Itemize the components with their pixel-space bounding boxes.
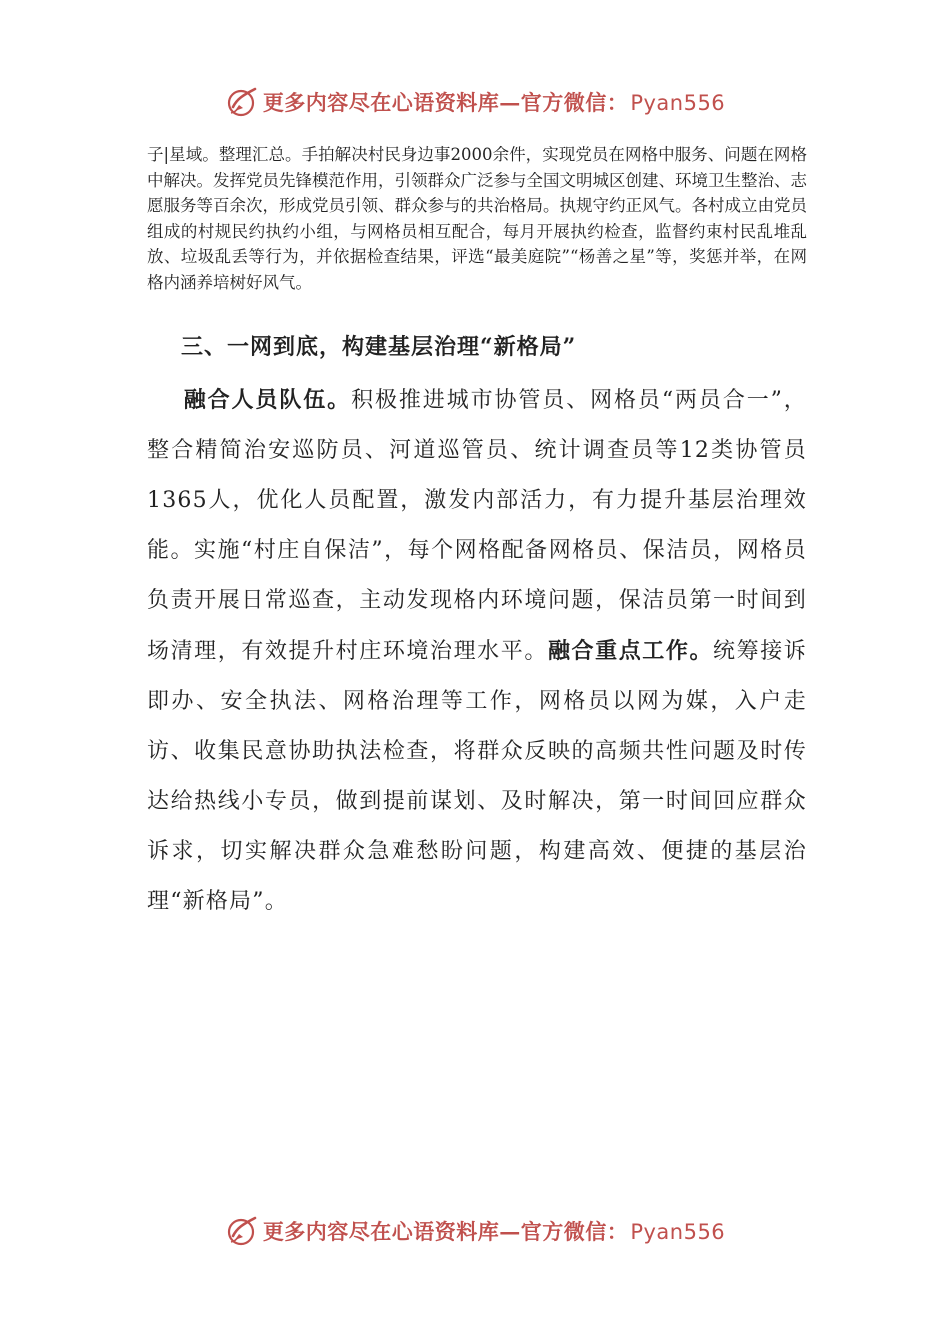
footer-banner — [0, 1211, 950, 1251]
body-text-1: 积极推进城市协管员、网格员“两员合一”，整合精简治安巡防员、河道巡管员、统计调查员等12类协管员1365人，优化人员配置，激发内部活力，有力提升基层治理效能。实施“村庄自保洁”，每个网格配备网格员、保洁员，网格员负责开展日常巡查，主动发现格内环境问题，保洁员第一时间到场清理，有效提升村庄环境治理水平。 — [147, 388, 807, 664]
banner-text: 更多内容尽在心语资料库—官方微信： — [262, 90, 629, 115]
section-heading: 三、一网到底，构建基层治理“新格局” — [181, 334, 577, 360]
bold-lead-2: 融合重点工作。 — [547, 638, 714, 664]
pen-logo-icon — [225, 85, 259, 119]
wechat-id: Pyan556 — [630, 1220, 726, 1244]
banner-text: 更多内容尽在心语资料库—官方微信： — [262, 1219, 629, 1244]
bold-lead-1: 融合人员队伍。 — [183, 387, 352, 413]
intro-paragraph: 子|星域。整理汇总。手拍解决村民身边事2000余件，实现党员在网格中服务、问题在网格中解决。发挥党员先锋模范作用，引领群众广泛参与全国文明城区创建、环境卫生整治、志愿服务等百余次，形成党员引领、群众参与的共治格局。执规守约正风气。各村成立由党员组成的村规民约执约小组，与网格员相互配合，每月开展执约检查，监督约束村民乱堆乱放、垃圾乱丢等行为，并依据检查结果，评选“最美庭院”“杨善之星”等，奖惩并举，在网格内涵养培树好风气。 — [147, 145, 807, 292]
wechat-id: Pyan556 — [630, 91, 726, 115]
pen-logo-icon — [225, 1214, 259, 1248]
body-paragraph — [147, 375, 807, 927]
header-banner — [0, 82, 950, 122]
body-text-2: 统筹接诉即办、安全执法、网格治理等工作，网格员以网为媒，入户走访、收集民意协助执法检查，将群众反映的高频共性问题及时传达给热线小专员，做到提前谋划、及时解决，第一时间回应群众诉求，切实解决群众急难愁盼问题，构建高效、便捷的基层治理“新格局”。 — [147, 639, 807, 914]
